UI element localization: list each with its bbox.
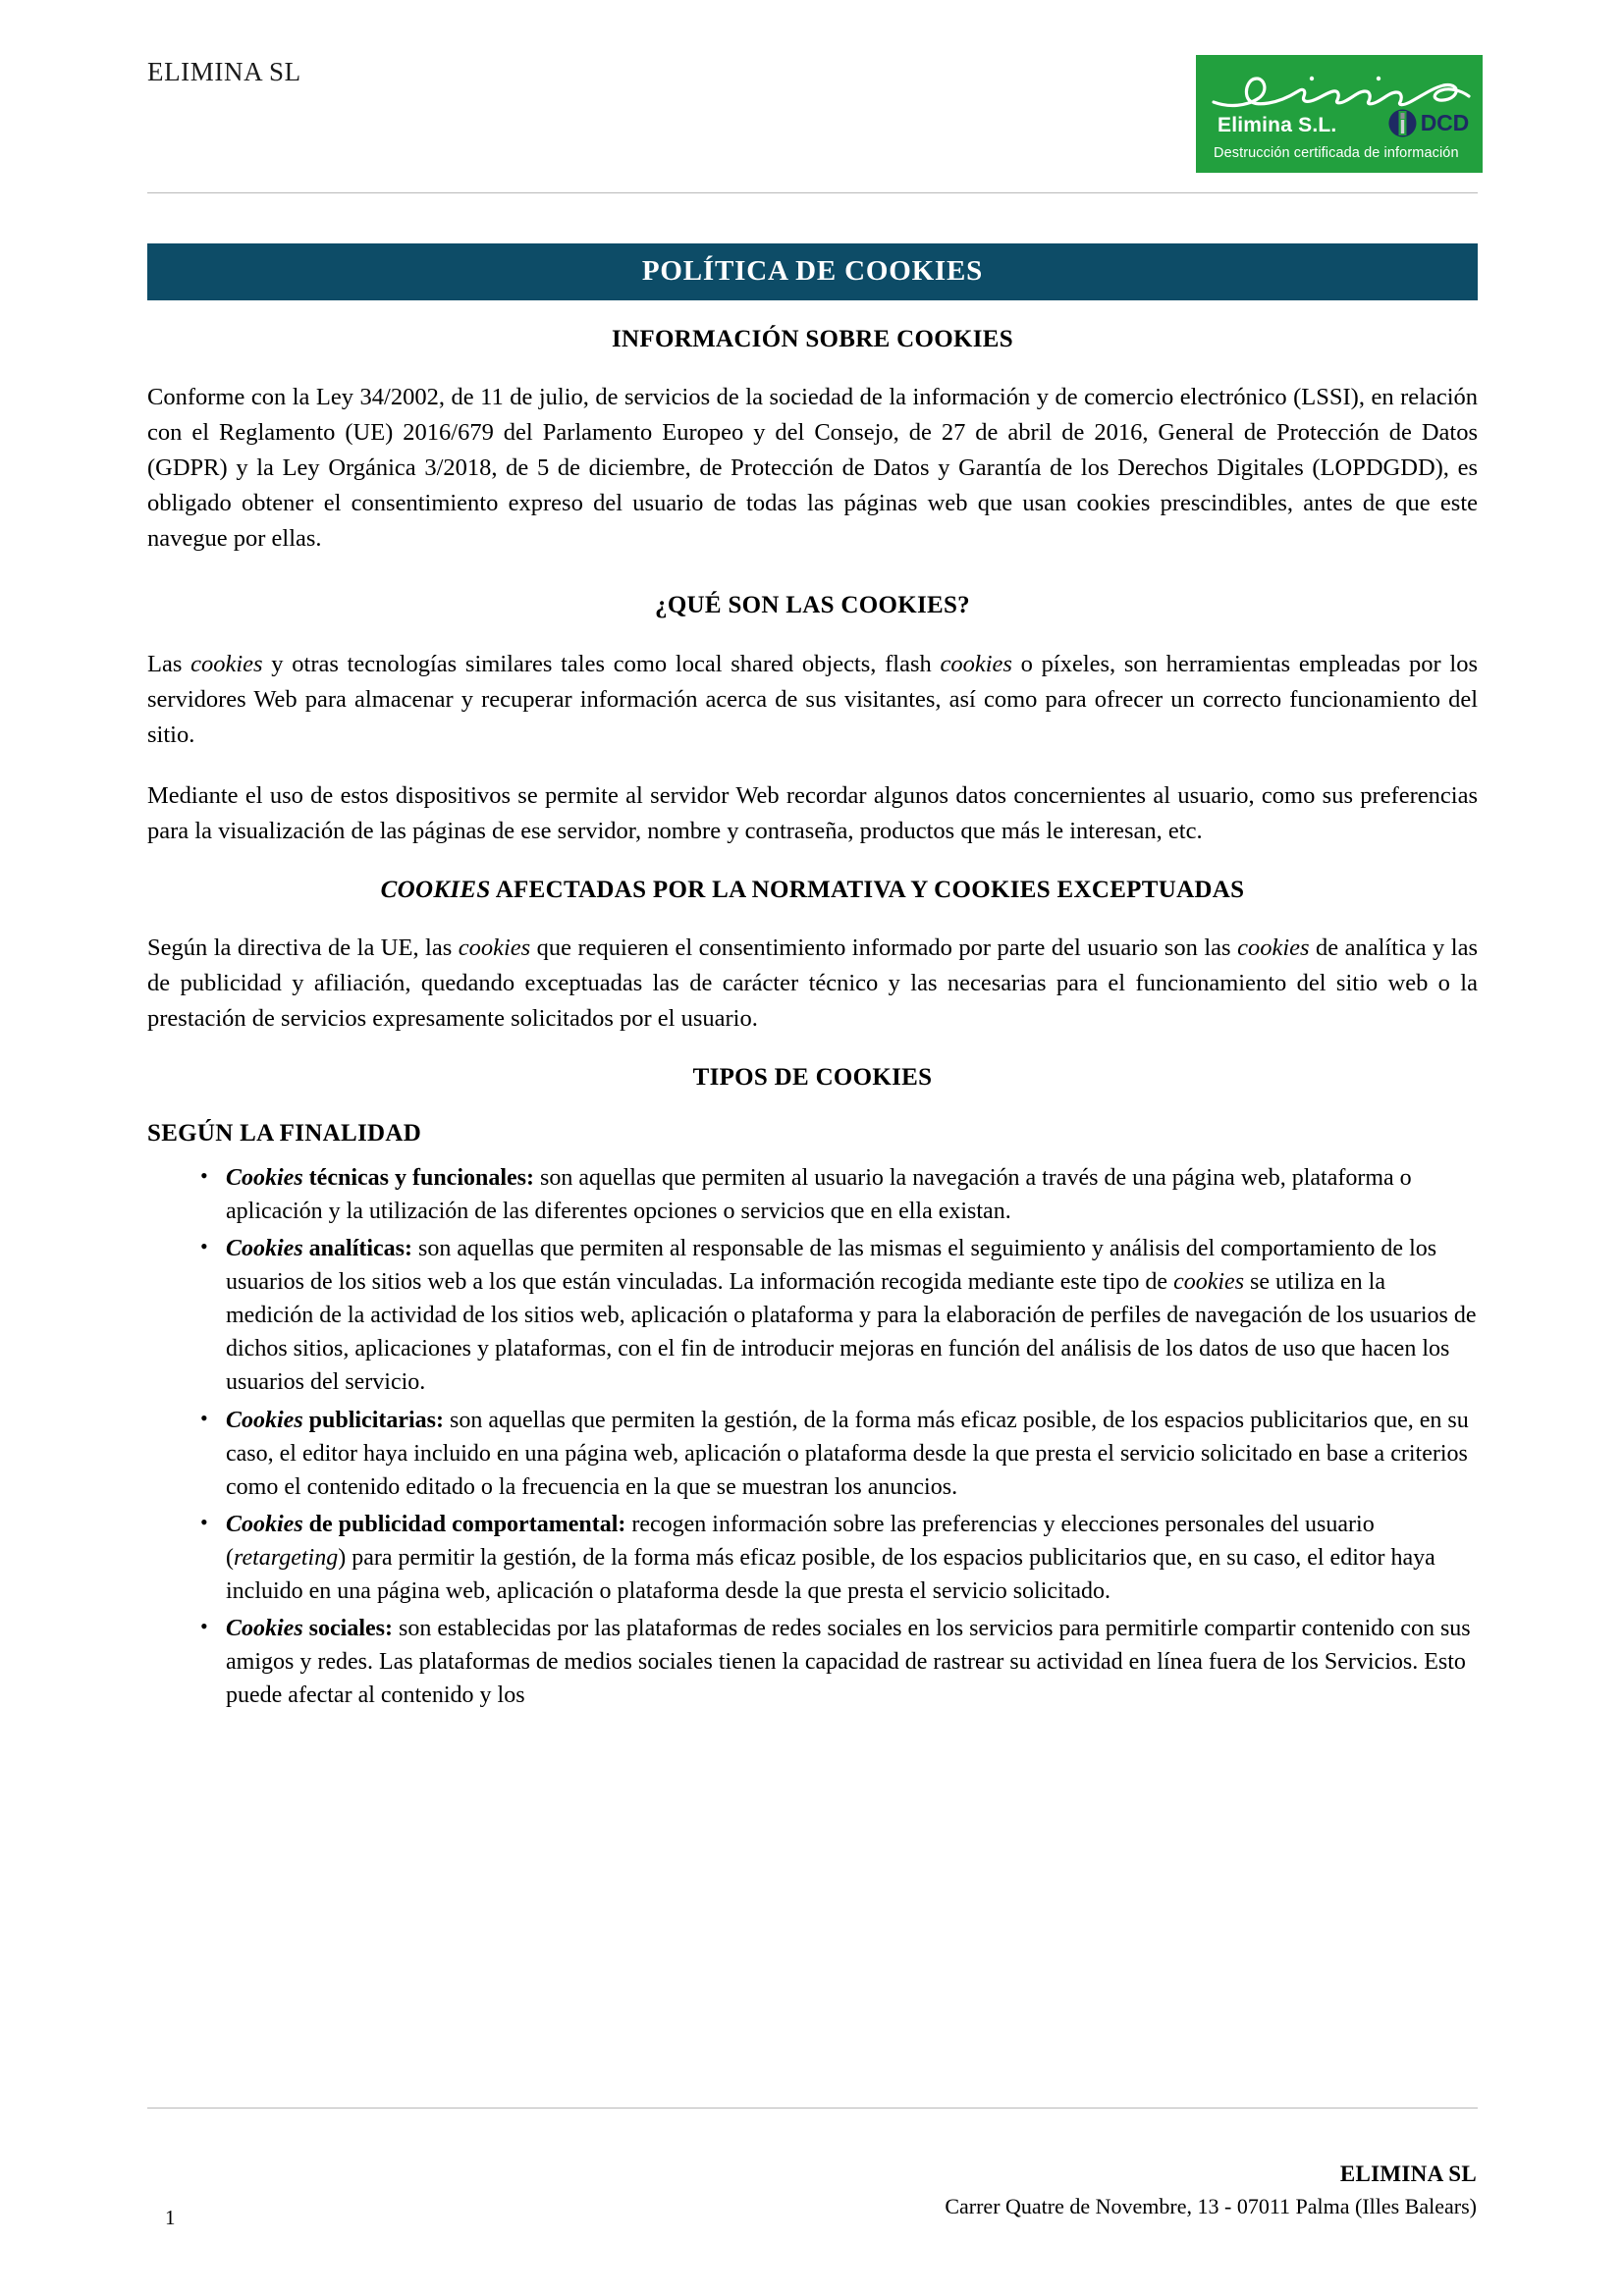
heading-que-son-las-cookies: ¿QUÉ SON LAS COOKIES?: [655, 592, 970, 619]
term-rest: técnicas y funcionales:: [302, 1165, 534, 1191]
heading-segun-la-finalidad: SEGÚN LA FINALIDAD: [147, 1120, 422, 1147]
page-header: [0, 0, 1624, 196]
footer-address: Carrer Quatre de Novembre, 13 - 07011 Palma (Illes Balears): [945, 2193, 1477, 2218]
item-description-cont: se utiliza en la medición de la actividad de los sitios web, aplicación o plataforma y para la elaboración de perfiles de navegación de los usuarios de dichos sitios, aplicaciones y plataformas, con el fin de introducir mejoras en función del análisis de los datos de uso que hacen los usuarios del servicio.: [226, 1269, 1477, 1396]
dcd-shredder-icon: [1387, 108, 1418, 138]
item-description: son aquellas que permiten al usuario la navegación a través de una página web, plataforma o aplicación y la utilización de las diferentes opciones o servicios que en ella existan.: [226, 1165, 1412, 1225]
page-number: 1: [165, 2206, 176, 2229]
text-fragment: que requieren el consentimiento informado por parte del usuario son las: [530, 934, 1238, 961]
paragraph-informacion: Conforme con la Ley 34/2002, de 11 de julio, de servicios de la sociedad de la información y de comercio electrónico (LSSI), en relación con el Reglamento (UE) 2016/679 del Parlamento Europeo y del Consejo, de 27 de abril de 2016, General de Protección de Datos (GDPR) y la Ley Orgánica 3/2018, de 5 de diciembre, de Protección de Datos y Garantía de los Derechos Digitales (LOPDGDD), es obligado obtener el consentimiento expreso del usuario de todas las páginas web que usan cookies prescindibles, antes de que este navegue por ellas.: [147, 384, 1478, 553]
logo-company-name: Elimina S.L.: [1218, 114, 1337, 136]
heading-italic-cookies: COOKIES: [380, 876, 491, 903]
text-fragment: y otras tecnologías similares tales como local shared objects, flash: [262, 650, 941, 677]
dcd-certification-badge: [1387, 108, 1469, 138]
text-fragment: de analítica y las de publicidad y afiliación, quedando exceptuadas las de carácter técnico y las necesarias para el funcionamiento del sitio web o la prestación de servicios expresamente solicitados por el usuario.: [147, 934, 1478, 1032]
term-rest: sociales:: [302, 1616, 393, 1642]
paragraph-que-son-2: Mediante el uso de estos dispositivos se permite al servidor Web recordar algunos datos concernientes al usuario, como sus preferencias para la visualización de las páginas de ese servidor, nombre y contraseña, productos que más le interesan, etc.: [147, 781, 1478, 844]
footer-divider: [147, 2108, 1478, 2109]
term-italic: Cookies: [226, 1616, 303, 1642]
text-fragment: Las: [147, 650, 191, 677]
document-title-banner: POLÍTICA DE COOKIES: [147, 243, 1478, 300]
text-italic-cookies: cookies: [1237, 934, 1310, 961]
company-logo: [1196, 55, 1483, 173]
heading-rest: AFECTADAS POR LA NORMATIVA Y COOKIES EXCEPTUADAS: [490, 876, 1245, 903]
term-italic: Cookies: [226, 1165, 303, 1191]
term-rest: de publicidad comportamental:: [302, 1511, 626, 1537]
footer-company-name: ELIMINA SL: [1339, 2162, 1477, 2186]
list-item: [198, 1404, 1478, 1504]
text-italic-cookies: cookies: [940, 650, 1012, 677]
paragraph-cookies-afectadas: [147, 931, 1478, 1037]
item-description: son establecidas por las plataformas de redes sociales en los servicios para permitirle compartir contenido con sus amigos y redes. Las plataformas de medios sociales tienen la capacidad de rastrear su actividad en línea fuera de los Servicios. Esto puede afectar al contenido y los: [226, 1616, 1471, 1709]
text-fragment: Según la directiva de la UE, las: [147, 934, 459, 961]
cookie-types-list: [147, 1161, 1478, 1712]
footer-company-block: [945, 2159, 1477, 2221]
item-description: son aquellas que permiten la gestión, de la forma más eficaz posible, de los espacios publicitarios que, en su caso, el editor haya incluido en una página web, aplicación o plataforma desde la que presta el servicio solicitado en base a criterios como el contenido editado o la frecuencia en la que se muestran los anuncios.: [226, 1407, 1469, 1500]
text-italic-cookies: cookies: [1173, 1269, 1245, 1296]
document-content: [147, 243, 1478, 1716]
logo-tagline: Destrucción certificada de información: [1214, 145, 1459, 161]
header-divider: [147, 192, 1478, 193]
list-item: [198, 1232, 1478, 1399]
text-fragment: o píxeles, son herramientas empleadas por los servidores Web para almacenar y recuperar información acerca de sus visitantes, así como para ofrecer un correcto funcionamiento del sitio.: [147, 650, 1478, 748]
term-italic: Cookies: [226, 1236, 303, 1262]
text-italic-cookies: cookies: [458, 934, 531, 961]
term-rest: analíticas:: [302, 1236, 412, 1262]
heading-cookies-afectadas: [147, 875, 1478, 905]
item-description: son aquellas que permiten al responsable de las mismas el seguimiento y análisis del comportamiento de los usuarios de los sitios web a los que están vinculadas. La información recogida mediante este tipo de: [226, 1236, 1437, 1296]
list-item: [198, 1161, 1478, 1228]
paragraph-que-son-1: [147, 647, 1478, 753]
term-italic: Cookies: [226, 1511, 303, 1537]
item-description-cont: ) para permitir la gestión, de la forma más eficaz posible, de los espacios publicitarios que, en su caso, el editor haya incluido en una página web, aplicación o plataforma desde la que presta el servicio solicitado.: [226, 1544, 1435, 1604]
list-item: [198, 1612, 1478, 1712]
term-italic: Cookies: [226, 1407, 303, 1433]
list-item: [198, 1508, 1478, 1608]
heading-informacion-sobre-cookies: INFORMACIÓN SOBRE COOKIES: [612, 326, 1013, 352]
text-italic-retargeting: retargeting: [234, 1544, 339, 1571]
page-footer: [0, 2090, 1624, 2296]
heading-tipos-de-cookies: TIPOS DE COOKIES: [692, 1063, 933, 1091]
header-company-name: ELIMINA SL: [147, 57, 301, 86]
term-rest: publicitarias:: [302, 1407, 445, 1433]
dcd-badge-text: DCD: [1420, 110, 1469, 135]
text-italic-cookies: cookies: [190, 650, 263, 677]
item-description: recogen información sobre las preferencias y elecciones personales del usuario (: [226, 1511, 1375, 1571]
